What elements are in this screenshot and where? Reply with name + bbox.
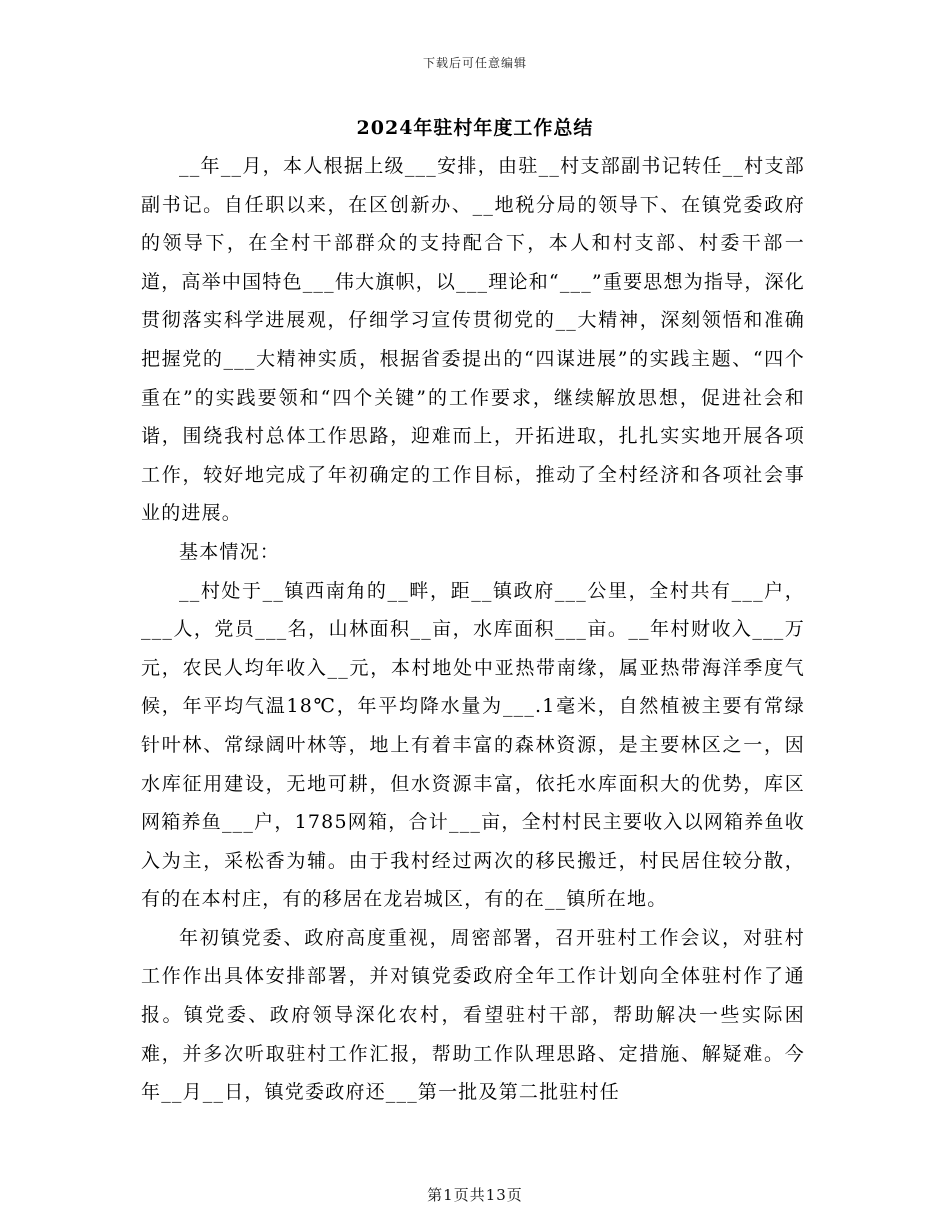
document-body <box>141 147 805 1112</box>
paragraph-deployment: 年初镇党委、政府高度重视，周密部署，召开驻村工作会议，对驻村工作作出具体安排部署，并对镇党委政府全年工作计划向全体驻村作了通报。镇党委、政府领导深化农村，看望驻村干部，帮助解决一些实际困难，并多次听取驻村工作汇报，帮助工作队理思路、定措施、解疑难。今年__月__日，镇党委政府还___第一批及第二批驻村任 <box>141 926 805 1104</box>
paragraph-intro: __年__月，本人根据上级___安排，由驻__村支部副书记转任__村支部副书记。自任职以来，在区创新办、__地税分局的领导下、在镇党委政府的领导下，在全村干部群众的支持配合下，本人和村支部、村委干部一道，高举中国特色___伟大旗帜，以___理论和“___”重要思想为指导，深化贯彻落实科学进展观，仔细学习宣传贯彻党的__大精神，深刻领悟和准确把握党的___大精神实质，根据省委提出的“四谋进展”的实践主题、“四个重在”的实践要领和“四个关键”的工作要求，继续解放思想，促进社会和谐，围绕我村总体工作思路，迎难而上，开拓进取，扎扎实实地开展各项工作，较好地完成了年初确定的工作目标，推动了全村经济和各项社会事业的进展。 <box>141 155 805 525</box>
paragraph-basic-info: __村处于__镇西南角的__畔，距__镇政府___公里，全村共有___户，___人，党员___名，山林面积__亩，水库面积___亩。__年村财收入___万元，农民人均年收入__元，本村地处中亚热带南缘，属亚热带海洋季度气候，年平均气温18℃，年平均降水量为___.1毫米，自然植被主要有常绿针叶林、常绿阔叶林等，地上有着丰富的森林资源，是主要林区之一，因水库征用建设，无地可耕，但水资源丰富，依托水库面积大的优势，库区网箱养鱼___户，1785网箱，合计___亩，全村村民主要收入以网箱养鱼收入为主，采松香为辅。由于我村经过两次的移民搬迁，村民居住较分散，有的在本村庄，有的移居在龙岩城区，有的在__镇所在地。 <box>141 579 805 911</box>
page-footer: 第1页共13页 <box>427 1186 523 1204</box>
document-title: 2024年驻村年度工作总结 <box>356 117 594 139</box>
header-note: 下载后可任意编辑 <box>422 56 527 70</box>
paragraph-heading-basic: 基本情况： <box>179 540 281 563</box>
